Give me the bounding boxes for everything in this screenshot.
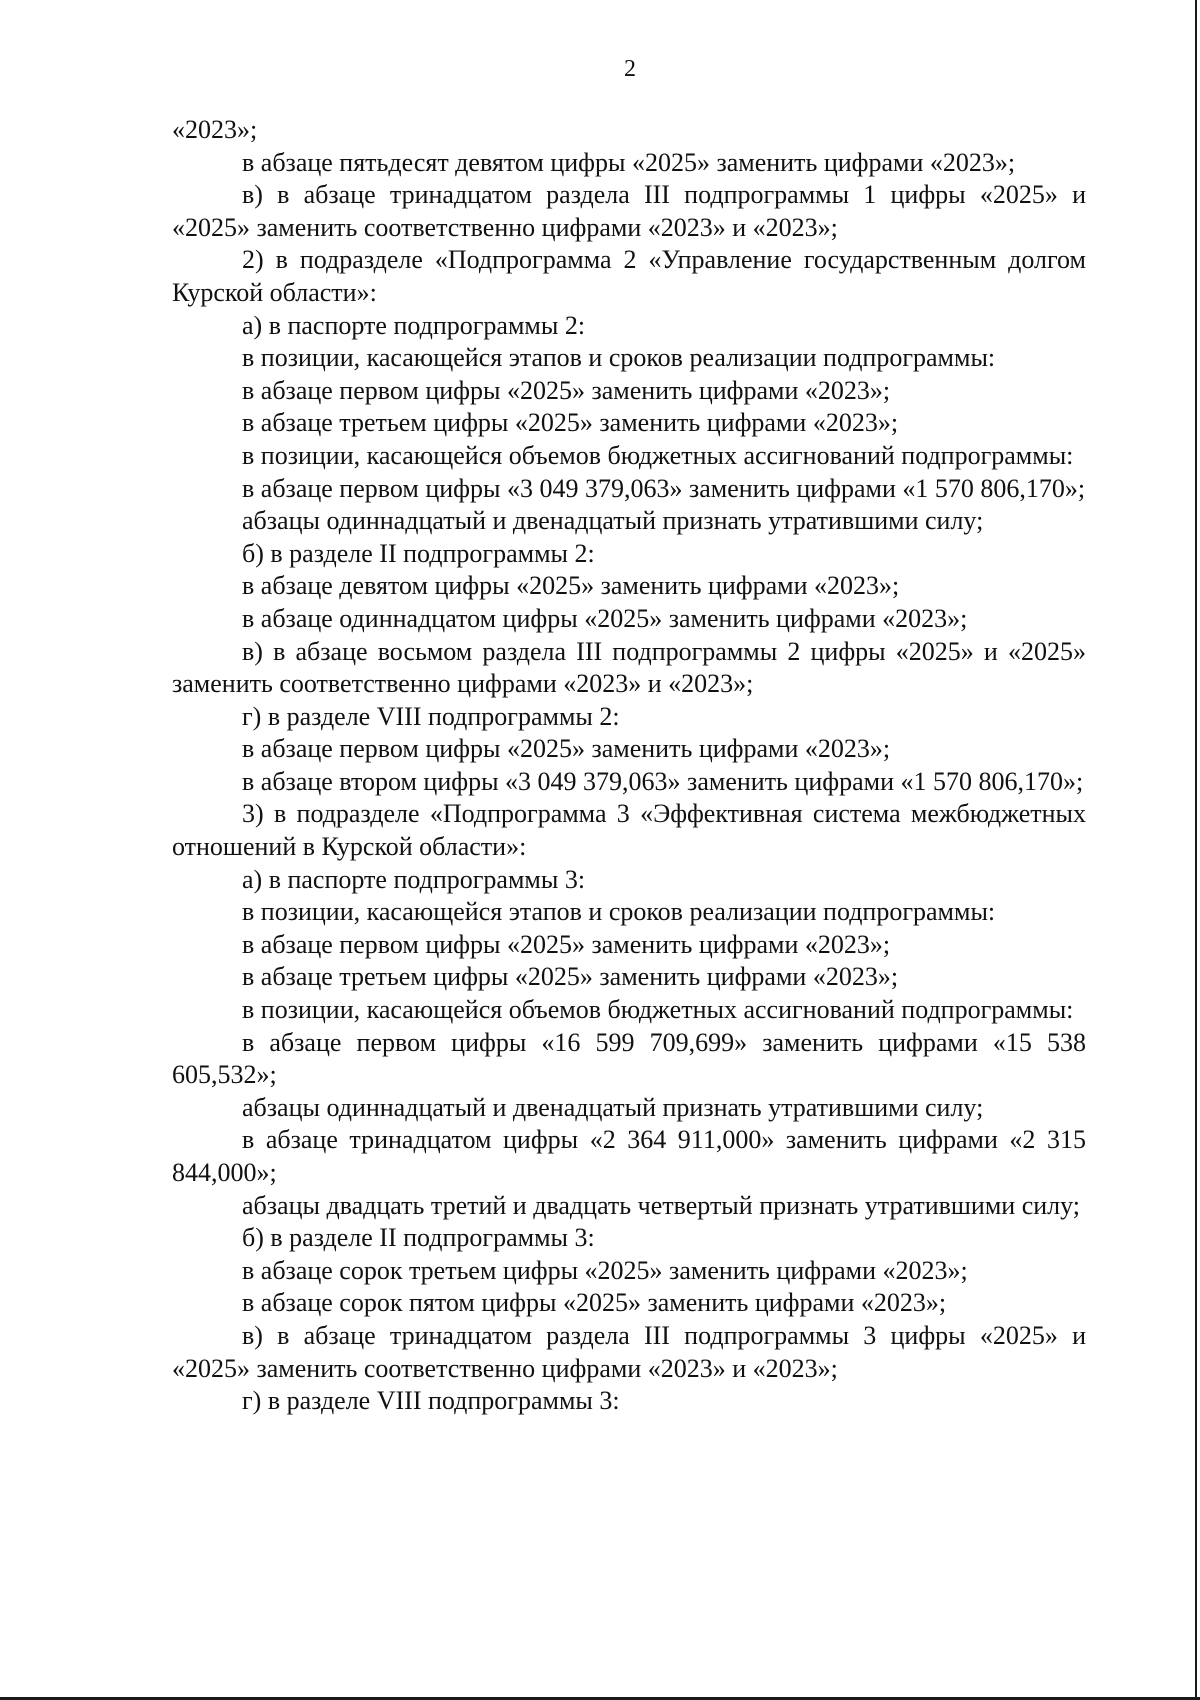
scan-edge-right: [1195, 0, 1197, 1700]
paragraph: абзацы одиннадцатый и двенадцатый признать утратившими силу;: [242, 1092, 984, 1122]
paragraph: в) в абзаце восьмом раздела III подпрограммы 2 цифры «2025» и «2025» заменить соответственно цифрами «2023» и «2023»;: [172, 636, 1086, 699]
paragraph: в абзаце третьем цифры «2025» заменить цифрами «2023»;: [242, 962, 899, 992]
paragraph: 2) в подразделе «Подпрограмма 2 «Управление государственным долгом Курской области»:: [172, 245, 1086, 307]
paragraph: в абзаце пятьдесят девятом цифры «2025» заменить цифрами «2023»;: [242, 147, 1016, 177]
paragraph: в абзаце первом цифры «2025» заменить цифрами «2023»;: [242, 375, 891, 405]
paragraph: абзацы одиннадцатый и двенадцатый признать утратившими силу;: [242, 506, 984, 536]
paragraph: в) в абзаце тринадцатом раздела III подпрограммы 1 цифры «2025» и «2025» заменить соответственно цифрами «2023» и «2023»;: [172, 180, 1086, 242]
paragraph: «2023»;: [172, 115, 258, 144]
paragraph: в абзаце сорок третьем цифры «2025» заменить цифрами «2023»;: [242, 1255, 968, 1285]
paragraph: в абзаце втором цифры «3 049 379,063» заменить цифрами «1 570 806,170»;: [242, 766, 1084, 796]
paragraph: в абзаце первом цифры «3 049 379,063» заменить цифрами «1 570 806,170»;: [242, 473, 1086, 503]
paragraph: в позиции, касающейся объемов бюджетных ассигнований подпрограммы:: [242, 995, 1074, 1025]
paragraph: в абзаце первом цифры «2025» заменить цифрами «2023»;: [242, 929, 891, 959]
paragraph: абзацы двадцать третий и двадцать четвертый признать утратившими силу;: [242, 1190, 1081, 1220]
paragraph: в позиции, касающейся этапов и сроков реализации подпрограммы:: [242, 897, 996, 927]
paragraph: г) в разделе VIII подпрограммы 2:: [242, 701, 620, 731]
page-number: 2: [624, 56, 636, 82]
paragraph: в абзаце сорок пятом цифры «2025» заменить цифрами «2023»;: [242, 1288, 947, 1318]
paragraph: б) в разделе II подпрограммы 2:: [242, 538, 595, 568]
document-body: [172, 114, 1086, 1418]
paragraph: 3) в подразделе «Подпрограмма 3 «Эффективная система межбюджетных отношений в Курской области»:: [172, 799, 1086, 862]
paragraph: в) в абзаце тринадцатом раздела III подпрограммы 3 цифры «2025» и «2025» заменить соответственно цифрами «2023» и «2023»;: [172, 1320, 1086, 1383]
paragraph: а) в паспорте подпрограммы 2:: [242, 310, 586, 340]
paragraph: в абзаце девятом цифры «2025» заменить цифрами «2023»;: [242, 571, 900, 601]
paragraph: в абзаце первом цифры «2025» заменить цифрами «2023»;: [242, 734, 891, 764]
paragraph: в позиции, касающейся объемов бюджетных ассигнований подпрограммы:: [242, 440, 1074, 470]
paragraph: б) в разделе II подпрограммы 3:: [242, 1223, 595, 1253]
paragraph: в позиции, касающейся этапов и сроков реализации подпрограммы:: [242, 343, 996, 373]
paragraph: в абзаце первом цифры «16 599 709,699» заменить цифрами «15 538 605,532»;: [172, 1027, 1086, 1090]
paragraph: в абзаце тринадцатом цифры «2 364 911,000» заменить цифрами «2 315 844,000»;: [172, 1125, 1086, 1187]
paragraph: в абзаце одиннадцатом цифры «2025» заменить цифрами «2023»;: [242, 603, 968, 633]
paragraph: а) в паспорте подпрограммы 3:: [242, 864, 586, 894]
paragraph: в абзаце третьем цифры «2025» заменить цифрами «2023»;: [242, 408, 899, 438]
paragraph: г) в разделе VIII подпрограммы 3:: [242, 1386, 620, 1416]
